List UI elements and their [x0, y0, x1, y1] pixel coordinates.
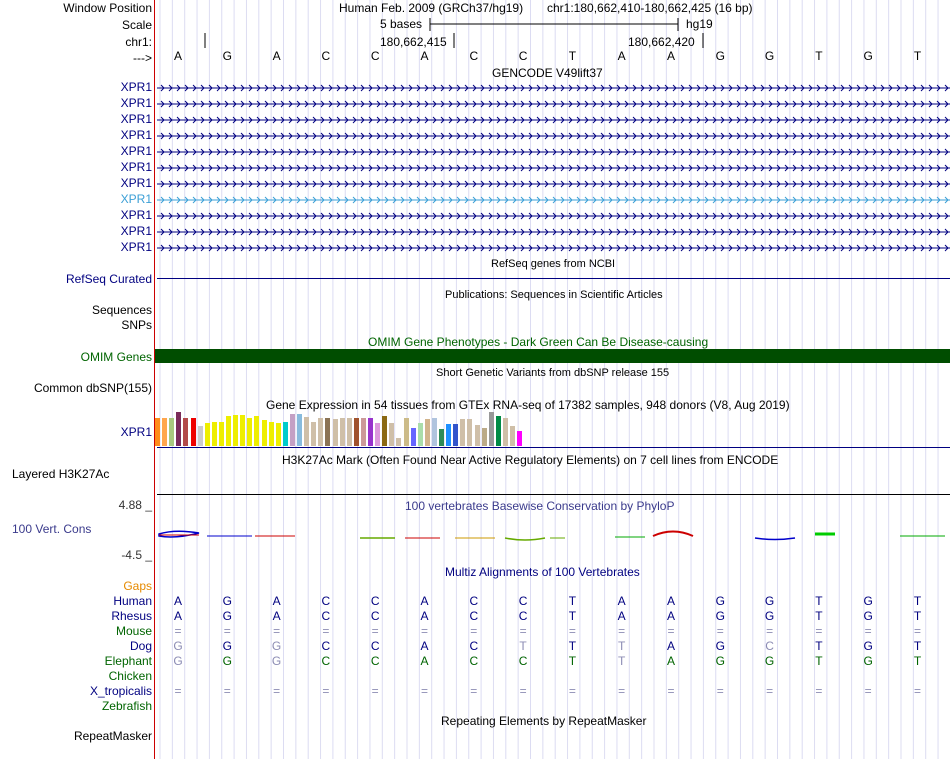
multiz-base: = — [371, 624, 379, 638]
omim-gene-bar[interactable] — [155, 349, 950, 363]
phylop-title[interactable]: 100 vertebrates Basewise Conservation by PhyloP — [405, 499, 675, 513]
multiz-base: = — [223, 624, 231, 638]
gtex-tissue-bar[interactable] — [304, 417, 309, 446]
multiz-base: C — [370, 654, 380, 668]
assembly-title: Human Feb. 2009 (GRCh37/hg19) — [339, 1, 524, 15]
multiz-base: A — [666, 594, 675, 608]
multiz-base: = — [864, 624, 872, 638]
omim-title[interactable]: OMIM Gene Phenotypes - Dark Green Can Be Disease-causing — [368, 335, 709, 349]
multiz-base: C — [370, 639, 380, 653]
multiz-base: G — [863, 609, 873, 623]
gtex-tissue-bar[interactable] — [290, 414, 295, 446]
multiz-base: C — [518, 594, 528, 608]
phylop-min: -4.5 _ — [121, 548, 152, 562]
multiz-base: T — [519, 639, 527, 653]
gtex-tissue-bar[interactable] — [191, 418, 196, 446]
gencode-gene-label[interactable]: XPR1 — [120, 96, 152, 110]
gtex-tissue-bar[interactable] — [240, 415, 245, 446]
publications-title[interactable]: Publications: Sequences in Scientific Articles — [445, 289, 663, 301]
sequence-base: G — [715, 49, 725, 63]
multiz-base: = — [273, 684, 281, 698]
multiz-base: G — [863, 639, 873, 653]
repeatmasker-label[interactable]: RepeatMasker — [73, 729, 152, 743]
multiz-species-label[interactable]: Human — [113, 594, 152, 608]
gencode-gene-label[interactable]: XPR1 — [120, 80, 152, 94]
multiz-base: = — [470, 624, 478, 638]
multiz-base: = — [174, 624, 182, 638]
multiz-base: C — [518, 654, 528, 668]
sequence-base: C — [518, 49, 528, 63]
gtex-tissue-bar[interactable] — [155, 418, 160, 446]
gencode-gene-label[interactable]: XPR1 — [120, 240, 152, 254]
multiz-base: T — [568, 639, 577, 653]
refseq-label[interactable]: RefSeq Curated — [65, 272, 152, 286]
gtex-tissue-bar[interactable] — [262, 420, 267, 446]
multiz-species-label[interactable]: Rhesus — [111, 609, 152, 623]
gtex-tissue-bar[interactable] — [404, 418, 409, 446]
multiz-base: G — [764, 594, 775, 608]
multiz-species-label[interactable]: Zebrafish — [101, 699, 152, 713]
gtex-tissue-bar[interactable] — [510, 426, 515, 446]
gtex-tissue-bar[interactable] — [432, 418, 437, 446]
gtex-tissue-bar[interactable] — [496, 416, 501, 446]
multiz-species-label[interactable]: Dog — [129, 639, 152, 653]
multiz-base: = — [273, 624, 281, 638]
scale-text: 5 bases — [380, 17, 423, 31]
multiz-base: = — [716, 684, 724, 698]
sequence-base: C — [469, 49, 479, 63]
multiz-base: A — [617, 594, 626, 608]
gtex-tissue-bar[interactable] — [446, 424, 451, 446]
multiz-base: = — [470, 684, 478, 698]
sequence-base: T — [913, 49, 922, 63]
sequence-base: A — [272, 49, 281, 63]
left-margin-divider — [154, 0, 155, 759]
multiz-base: G — [222, 609, 232, 623]
gtex-tissue-bar[interactable] — [453, 424, 458, 446]
multiz-base: = — [420, 684, 428, 698]
multiz-base: = — [371, 684, 379, 698]
gtex-tissue-bar[interactable] — [205, 423, 210, 446]
gtex-tissue-bar[interactable] — [482, 428, 487, 446]
multiz-base: G — [271, 654, 282, 668]
gtex-tissue-bar[interactable] — [382, 416, 387, 446]
gtex-tissue-bar[interactable] — [503, 418, 508, 446]
gtex-tissue-bar[interactable] — [198, 426, 203, 446]
gtex-tissue-bar[interactable] — [375, 423, 380, 446]
multiz-base: = — [864, 684, 872, 698]
multiz-base: G — [222, 654, 232, 668]
dbsnp-label[interactable]: Common dbSNP(155) — [33, 381, 152, 395]
gtex-tissue-bar[interactable] — [318, 418, 323, 446]
strand-label: ---> — [133, 51, 152, 65]
multiz-base: T — [618, 639, 626, 653]
gencode-gene-label[interactable]: XPR1 — [120, 144, 152, 158]
multiz-base: G — [173, 654, 183, 668]
gtex-tissue-bar[interactable] — [233, 415, 238, 446]
gtex-tissue-bar[interactable] — [283, 422, 288, 446]
multiz-base: A — [420, 609, 429, 623]
multiz-base: = — [174, 684, 182, 698]
multiz-base: G — [715, 609, 725, 623]
gencode-transcript[interactable] — [157, 210, 950, 222]
multiz-base: C — [469, 654, 479, 668]
gencode-transcript[interactable] — [157, 82, 950, 94]
multiz-base: G — [863, 654, 873, 668]
gtex-tissue-bar[interactable] — [269, 422, 274, 446]
sequence-base: G — [863, 49, 873, 63]
gtex-tissue-bar[interactable] — [247, 418, 252, 446]
multiz-base: = — [815, 624, 823, 638]
multiz-base: G — [764, 609, 775, 623]
multiz-base: C — [321, 609, 331, 623]
multiz-base: A — [173, 594, 182, 608]
multiz-species-label[interactable]: Chicken — [108, 669, 152, 683]
sequence-base: G — [222, 49, 232, 63]
gtex-tissue-bar[interactable] — [162, 418, 167, 446]
gtex-tissue-bar[interactable] — [297, 414, 302, 446]
multiz-base: A — [272, 609, 281, 623]
multiz-base: T — [815, 609, 823, 623]
gtex-tissue-bar[interactable] — [418, 423, 423, 446]
gtex-tissue-bar[interactable] — [475, 425, 480, 446]
gencode-transcript[interactable] — [157, 162, 950, 174]
multiz-base: G — [715, 654, 725, 668]
gtex-tissue-bar[interactable] — [467, 419, 472, 446]
multiz-base: C — [518, 609, 528, 623]
gencode-transcript[interactable] — [157, 98, 950, 110]
gtex-tissue-bar[interactable] — [226, 416, 231, 446]
multiz-base: = — [568, 624, 576, 638]
multiz-base: T — [568, 654, 577, 668]
sequence-base: T — [815, 49, 823, 63]
multiz-base: = — [420, 624, 428, 638]
gtex-label[interactable]: XPR1 — [120, 425, 152, 439]
sequence-base: C — [321, 49, 331, 63]
gtex-tissue-bar[interactable] — [176, 412, 181, 446]
multiz-base: C — [469, 609, 479, 623]
omim-label[interactable]: OMIM Genes — [80, 350, 152, 364]
phylop-max: 4.88 _ — [118, 498, 152, 512]
multiz-base: C — [321, 654, 331, 668]
multiz-base: G — [863, 594, 873, 608]
multiz-base: = — [667, 624, 675, 638]
gtex-tissue-bar[interactable] — [389, 423, 394, 446]
sequence-base: A — [617, 49, 626, 63]
multiz-base: = — [766, 624, 774, 638]
multiz-base: A — [617, 609, 626, 623]
multiz-base: C — [321, 639, 331, 653]
multiz-base: T — [913, 609, 922, 623]
phylop-plot[interactable] — [155, 518, 950, 554]
gtex-tissue-bar[interactable] — [517, 431, 522, 446]
gtex-tissue-bar[interactable] — [425, 419, 430, 446]
gtex-tissue-bar[interactable] — [183, 418, 188, 446]
gtex-tissue-bar[interactable] — [460, 419, 465, 446]
gtex-tissue-bar[interactable] — [311, 422, 316, 446]
multiz-base: = — [667, 684, 675, 698]
gencode-gene-label[interactable]: XPR1 — [120, 112, 152, 126]
scale-label: Scale — [121, 18, 152, 32]
gencode-gene-label[interactable]: XPR1 — [120, 160, 152, 174]
multiz-species-label[interactable]: Elephant — [104, 654, 152, 668]
multiz-base: A — [666, 609, 675, 623]
gtex-gene-line — [157, 447, 950, 448]
repeatmasker-title[interactable]: Repeating Elements by RepeatMasker — [441, 714, 647, 728]
multiz-base: = — [519, 684, 527, 698]
refseq-title[interactable]: RefSeq genes from NCBI — [491, 258, 616, 270]
multiz-base: = — [618, 684, 626, 698]
multiz-base: = — [815, 684, 823, 698]
refseq-line[interactable] — [157, 278, 950, 279]
dbsnp-title[interactable]: Short Genetic Variants from dbSNP release 155 — [436, 367, 670, 379]
multiz-base: A — [666, 639, 675, 653]
multiz-base: = — [519, 624, 527, 638]
multiz-base: A — [420, 639, 429, 653]
multiz-title[interactable]: Multiz Alignments of 100 Vertebrates — [445, 565, 640, 579]
gtex-tissue-bar[interactable] — [368, 418, 373, 446]
multiz-base: A — [173, 609, 182, 623]
multiz-base: T — [815, 654, 823, 668]
gencode-gene-label[interactable]: XPR1 — [120, 224, 152, 238]
gtex-tissue-bar[interactable] — [396, 438, 401, 446]
multiz-base: = — [618, 624, 626, 638]
gtex-tissue-bar[interactable] — [411, 428, 416, 446]
multiz-base: C — [469, 639, 479, 653]
multiz-base: A — [666, 654, 675, 668]
multiz-base: G — [173, 639, 183, 653]
coord-left: 180,662,415 — [380, 35, 447, 49]
multiz-base: C — [321, 594, 331, 608]
gencode-transcript[interactable] — [157, 242, 950, 254]
multiz-base: C — [765, 639, 774, 653]
gencode-transcript[interactable] — [157, 194, 950, 206]
multiz-base: T — [815, 639, 823, 653]
gencode-transcript[interactable] — [157, 130, 950, 142]
multiz-base: A — [420, 594, 429, 608]
multiz-base: G — [715, 639, 725, 653]
h3k27ac-label[interactable]: Layered H3K27Ac — [12, 467, 110, 481]
multiz-base: G — [222, 594, 232, 608]
sequence-base: G — [764, 49, 775, 63]
publications-label-snps[interactable]: SNPs — [121, 318, 152, 332]
multiz-base: = — [568, 684, 576, 698]
gtex-tissue-bar[interactable] — [347, 418, 352, 446]
gencode-transcript[interactable] — [157, 226, 950, 238]
gtex-title[interactable]: Gene Expression in 54 tissues from GTEx RNA-seq of 17382 samples, 948 donors (V8, Aug 2019) — [266, 398, 790, 412]
multiz-base: = — [223, 684, 231, 698]
multiz-base: T — [913, 654, 922, 668]
gtex-tissue-bar[interactable] — [219, 422, 224, 446]
gencode-transcript[interactable] — [157, 178, 950, 190]
multiz-base: T — [913, 594, 922, 608]
gtex-tissue-bar[interactable] — [340, 418, 345, 446]
phylop-label[interactable]: 100 Vert. Cons — [12, 522, 92, 536]
gtex-tissue-bar[interactable] — [361, 418, 366, 446]
multiz-base: T — [815, 594, 823, 608]
gtex-tissue-bar[interactable] — [354, 418, 359, 446]
position-title[interactable]: chr1:180,662,410-180,662,425 (16 bp) — [547, 1, 753, 15]
db-label: hg19 — [686, 17, 713, 31]
multiz-base: C — [469, 594, 479, 608]
gtex-tissue-bar[interactable] — [325, 418, 330, 446]
window-position-label: Window Position — [63, 1, 152, 15]
multiz-base: = — [322, 684, 330, 698]
gencode-gene-label[interactable]: XPR1 — [120, 208, 152, 222]
gtex-tissue-bar[interactable] — [276, 423, 281, 446]
multiz-base: A — [272, 594, 281, 608]
multiz-base: C — [370, 609, 380, 623]
h3k27ac-baseline — [157, 494, 950, 495]
sequence-base: T — [568, 49, 577, 63]
sequence-base: A — [666, 49, 675, 63]
multiz-base: G — [764, 654, 775, 668]
gtex-bar-chart[interactable] — [155, 411, 535, 446]
multiz-base: = — [913, 684, 921, 698]
sequence-base: A — [420, 49, 429, 63]
scale-bar — [429, 18, 681, 32]
chrom-label: chr1: — [125, 35, 152, 49]
publications-label-sequences[interactable]: Sequences — [91, 303, 152, 317]
h3k27ac-title[interactable]: H3K27Ac Mark (Often Found Near Active Regulatory Elements) on 7 cell lines from ENCODE — [282, 453, 779, 467]
multiz-base: T — [568, 594, 577, 608]
sequence-base: C — [370, 49, 380, 63]
multiz-base: = — [766, 684, 774, 698]
gencode-transcript[interactable] — [157, 146, 950, 158]
multiz-base: = — [322, 624, 330, 638]
multiz-base: G — [271, 639, 282, 653]
multiz-species-label[interactable]: X_tropicalis — [89, 684, 152, 698]
multiz-species-label[interactable]: Mouse — [115, 624, 152, 638]
gencode-gene-label[interactable]: XPR1 — [120, 176, 152, 190]
gencode-gene-label[interactable]: XPR1 — [120, 192, 152, 206]
coord-right: 180,662,420 — [628, 35, 695, 49]
gtex-tissue-bar[interactable] — [489, 412, 494, 446]
gencode-transcript[interactable] — [157, 114, 950, 126]
gtex-tissue-bar[interactable] — [439, 429, 444, 446]
multiz-base: T — [618, 654, 626, 668]
multiz-base: = — [913, 624, 921, 638]
multiz-base: C — [370, 594, 380, 608]
multiz-base: G — [715, 594, 725, 608]
multiz-species-label[interactable]: Gaps — [123, 579, 152, 593]
gencode-gene-label[interactable]: XPR1 — [120, 128, 152, 142]
multiz-base: T — [913, 639, 922, 653]
gtex-tissue-bar[interactable] — [333, 419, 338, 446]
gencode-title[interactable]: GENCODE V49lift37 — [492, 66, 603, 80]
multiz-base: = — [716, 624, 724, 638]
gtex-tissue-bar[interactable] — [254, 416, 259, 446]
multiz-base: G — [222, 639, 232, 653]
gtex-tissue-bar[interactable] — [169, 418, 174, 446]
sequence-base: A — [173, 49, 182, 63]
gtex-tissue-bar[interactable] — [212, 422, 217, 446]
multiz-base: A — [420, 654, 429, 668]
multiz-base: T — [568, 609, 577, 623]
